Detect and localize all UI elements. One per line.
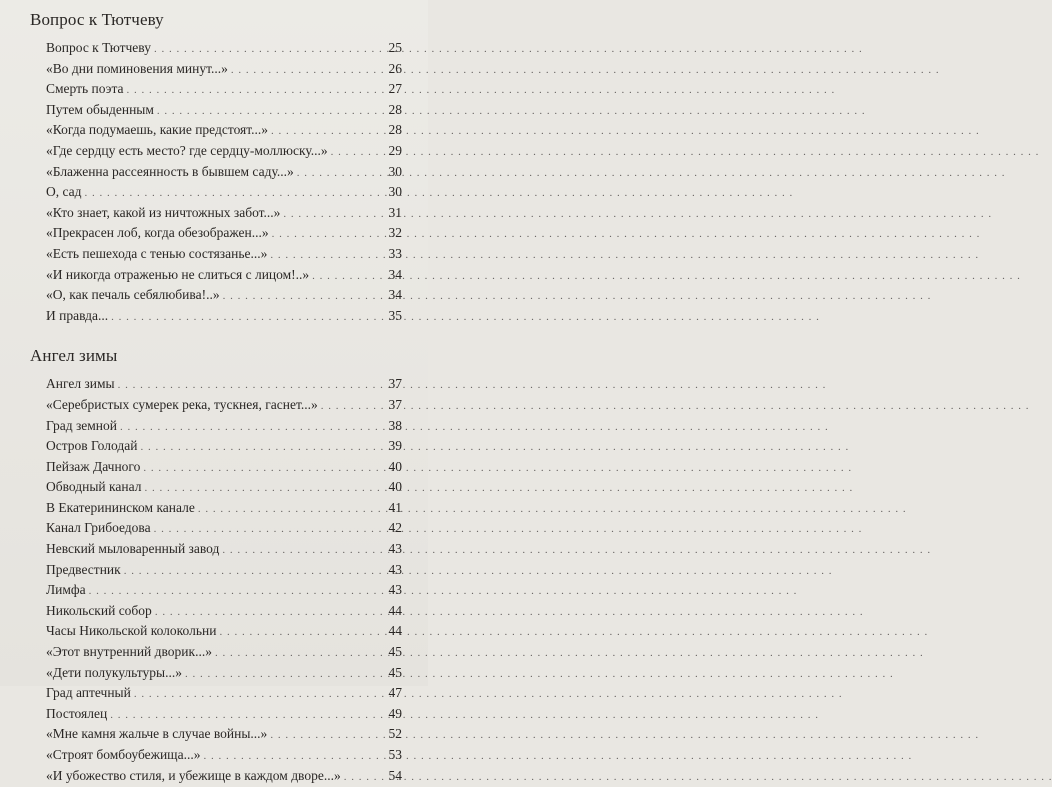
page-number: 41	[388, 499, 402, 515]
dot-leader	[85, 183, 377, 204]
entry-title: Постоялец	[46, 705, 108, 721]
toc-entry	[46, 285, 402, 306]
dot-leader	[223, 286, 377, 307]
page-number: 34	[388, 266, 402, 282]
toc-entry	[46, 141, 402, 162]
dot-leader	[272, 224, 377, 245]
toc-entry	[46, 683, 402, 704]
toc-entry	[46, 79, 402, 100]
entry-title: Обводный канал	[46, 479, 142, 495]
dot-leader	[185, 664, 377, 685]
entry-title: Смерть поэта	[46, 81, 124, 97]
toc-entry	[46, 162, 402, 183]
section-title: Ангел зимы	[30, 346, 118, 366]
toc-entry	[46, 477, 402, 498]
entry-title: Град аптечный	[46, 685, 131, 701]
page-number: 40	[388, 458, 402, 474]
toc-entry	[46, 580, 402, 601]
page-number: 27	[388, 81, 402, 97]
page-number: 39	[388, 438, 402, 454]
toc-entry	[46, 182, 402, 203]
page-number: 54	[388, 767, 402, 783]
dot-leader	[297, 163, 377, 184]
entry-title: Невский мыловаренный завод	[46, 541, 220, 557]
toc-entry	[46, 457, 402, 478]
toc-entry	[46, 244, 402, 265]
toc-entry	[46, 621, 402, 642]
toc-entry	[46, 539, 402, 560]
dot-leader	[222, 540, 377, 561]
dot-leader	[144, 478, 377, 499]
entry-title: Остров Голодай	[46, 438, 138, 454]
dot-leader	[271, 121, 377, 142]
entry-title: «Серебристых сумерек река, тускнея, гаснет...»	[46, 396, 318, 412]
page-number: 28	[388, 101, 402, 117]
dot-leader	[215, 643, 377, 664]
toc-entry	[46, 38, 402, 59]
entry-title: Вопрос к Тютчеву	[46, 40, 151, 55]
dot-leader	[344, 767, 377, 787]
entry-title: «Этот внутренний дворик...»	[46, 644, 212, 660]
entry-title: Канал Грибоедова	[46, 520, 151, 536]
dot-leader	[231, 60, 377, 81]
page-number: 43	[388, 541, 402, 557]
dot-leader	[155, 602, 377, 623]
entry-title: «Мне камня жальче в случае войны...»	[46, 726, 268, 742]
toc-page	[0, 0, 428, 783]
entry-title: Град земной	[46, 417, 118, 433]
toc-list	[0, 374, 428, 786]
dot-leader	[124, 561, 377, 582]
page-number: 32	[388, 225, 402, 241]
dot-leader	[154, 39, 377, 60]
toc-entry	[46, 59, 402, 80]
dot-leader	[203, 746, 377, 767]
toc-entry	[46, 416, 402, 437]
dot-leader	[111, 307, 377, 328]
dot-leader	[270, 245, 377, 266]
toc-entry	[46, 223, 402, 244]
entry-title: Пейзаж Дачного	[46, 458, 141, 474]
dot-leader	[157, 101, 377, 122]
toc-entry	[46, 663, 402, 684]
page-number: 33	[388, 245, 402, 261]
page-number: 34	[388, 287, 402, 303]
toc-entry	[46, 395, 402, 416]
toc-entry	[46, 436, 402, 457]
page-number: 30	[388, 184, 402, 200]
toc-entry	[46, 642, 402, 663]
toc-entry	[46, 704, 402, 725]
page-number: 37	[388, 396, 402, 412]
entry-title: «Когда подумаешь, какие предстоят...»	[46, 122, 269, 138]
page-number: 52	[388, 726, 402, 742]
section-title: Вопрос к Тютчеву	[30, 10, 164, 29]
page-number: 26	[388, 60, 402, 76]
toc-entry	[46, 306, 402, 327]
entry-title: «Где сердцу есть место? где сердцу-моллюску...»	[46, 142, 328, 158]
page-number: 44	[388, 623, 402, 639]
entry-title: Ангел зимы	[46, 376, 115, 392]
toc-entry	[46, 265, 402, 286]
entry-title: «Во дни поминовения минут...»	[46, 60, 228, 76]
dot-leader	[219, 622, 377, 643]
dot-leader	[321, 396, 377, 417]
entry-title: «Строят бомбоубежища...»	[46, 747, 201, 762]
dot-leader	[270, 725, 377, 746]
dot-leader	[331, 142, 377, 163]
entry-title: «И никогда отраженью не слиться с лицом!..»	[46, 266, 310, 282]
page-number: 49	[388, 705, 402, 721]
page-number: 53	[388, 747, 402, 762]
table-of-contents	[0, 8, 428, 786]
entry-title: Никольский собор	[46, 602, 152, 618]
dot-leader	[110, 705, 377, 726]
entry-title: «Блаженна рассеянность в бывшем саду...»	[46, 163, 294, 179]
entry-title: «О, как печаль себялюбива!..»	[46, 287, 220, 303]
page-number: 43	[388, 582, 402, 598]
entry-title: «И убожество стиля, и убежище в каждом дворе...»	[46, 767, 341, 783]
toc-entry	[46, 120, 402, 141]
toc-entry	[46, 100, 402, 121]
toc-entry	[46, 203, 402, 224]
dot-leader	[283, 204, 377, 225]
page-number: 35	[388, 307, 402, 323]
dot-leader	[140, 437, 377, 458]
toc-entry	[46, 498, 402, 519]
page-number: 29	[388, 142, 402, 158]
entry-title: Часы Никольской колокольни	[46, 623, 217, 639]
toc-entry	[46, 374, 402, 395]
dot-leader	[312, 266, 377, 287]
entry-title: В Екатерининском канале	[46, 499, 195, 515]
page-number: 25	[388, 40, 402, 55]
dot-leader	[127, 80, 377, 101]
dot-leader	[134, 684, 377, 705]
page-number: 44	[388, 602, 402, 618]
entry-title: «Есть пешехода с тенью состязанье...»	[46, 245, 268, 261]
page-number: 37	[388, 376, 402, 392]
dot-leader	[143, 458, 377, 479]
page-number: 47	[388, 685, 402, 701]
entry-title: Лимфа	[46, 582, 86, 598]
dot-leader	[198, 499, 377, 520]
page-number: 28	[388, 122, 402, 138]
toc-entry	[46, 518, 402, 539]
page-number: 45	[388, 644, 402, 660]
entry-title: «Дети полукультуры...»	[46, 664, 182, 680]
page-number: 42	[388, 520, 402, 536]
page-number: 30	[388, 163, 402, 179]
page-number: 40	[388, 479, 402, 495]
dot-leader	[154, 519, 377, 540]
toc-entry	[46, 745, 402, 766]
dot-leader	[118, 375, 377, 396]
entry-title: «Кто знает, какой из ничтожных забот...»	[46, 204, 281, 220]
page-number: 43	[388, 561, 402, 577]
toc-entry	[46, 766, 402, 787]
entry-title: Путем обыденным	[46, 101, 154, 117]
entry-title: И правда...	[46, 307, 109, 323]
toc-entry	[46, 724, 402, 745]
toc-entry	[46, 601, 402, 622]
toc-entry	[46, 560, 402, 581]
dot-leader	[120, 417, 377, 438]
page-number: 45	[388, 664, 402, 680]
entry-title: О, сад	[46, 184, 82, 200]
page-number: 31	[388, 204, 402, 220]
entry-title: «Прекрасен лоб, когда обезображен...»	[46, 225, 269, 241]
entry-title: Предвестник	[46, 561, 121, 577]
page-number: 38	[388, 417, 402, 433]
toc-list	[0, 38, 428, 326]
dot-leader	[89, 581, 377, 602]
